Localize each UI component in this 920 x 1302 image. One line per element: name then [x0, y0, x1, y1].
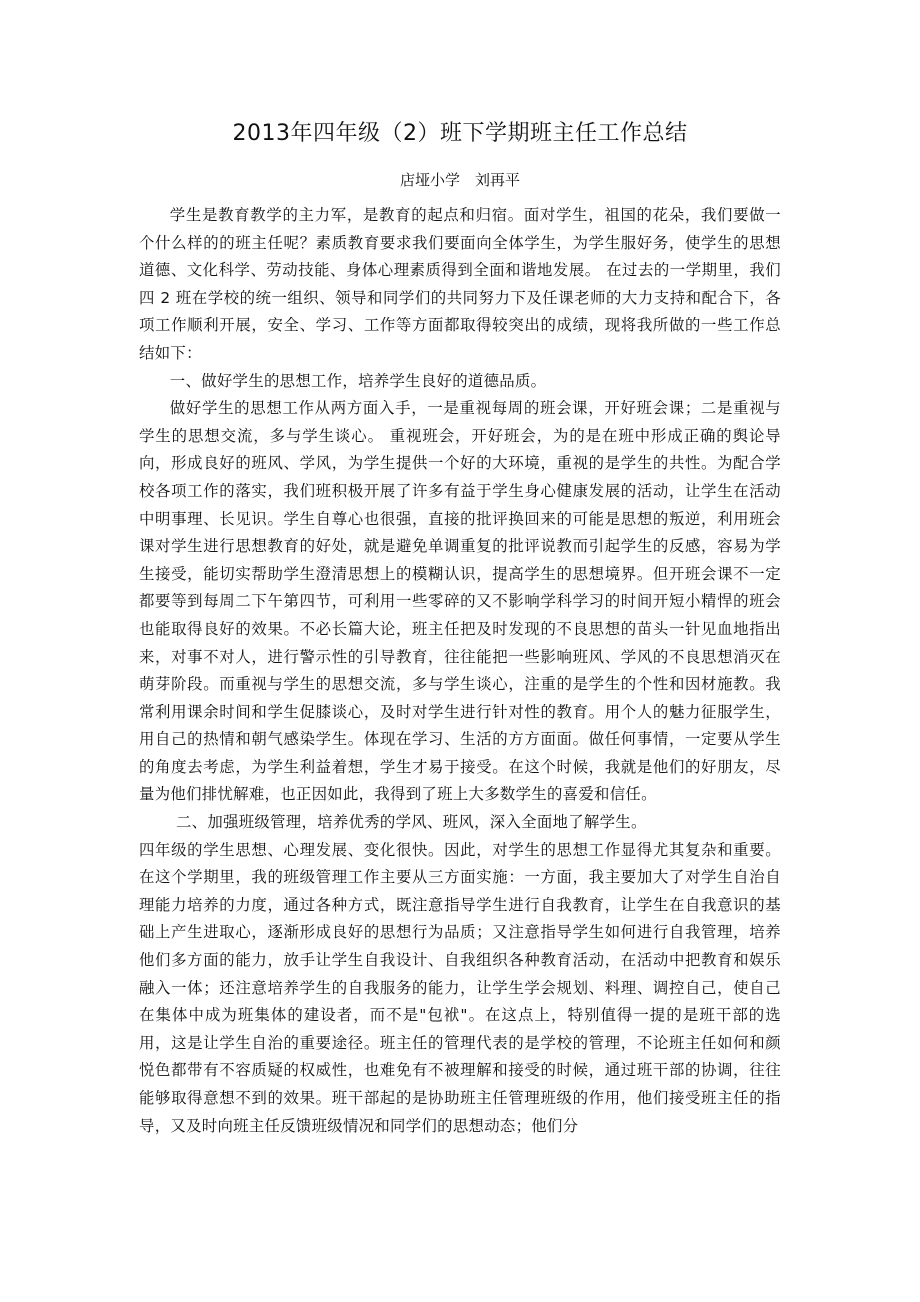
intro-paragraph: 学生是教育教学的主力军，是教育的起点和归宿。面对学生，祖国的花朵，我们要做一个什么样的的班主任呢？素质教育要求我们要面向全体学生，为学生服好务，使学生的思想道德、文化科学、劳动技能、身体心理素质得到全面和谐地发展。 在过去的一学期里，我们四 2 班在学校的统一组织、领导和同学们的共同努力下及任课老师的大力支持和配合下，各项工作顺利开展，安全、学习、工作等方面都取得较突出的成绩，现将我所做的一些工作总结如下：	[139, 206, 781, 362]
section-2-paragraph: 四年级的学生思想、心理发展、变化很快。因此，对学生的思想工作显得尤其复杂和重要。在这个学期里，我的班级管理工作主要从三方面实施：一方面，我主要加大了对学生自治自理能力培养的力度，通过各种方式，既注意指导学生进行自我教育，让学生在自我意识的基础上产生进取心，逐渐形成良好的思想行为品质；又注意指导学生如何进行自我管理，培养他们多方面的能力，放手让学生自我设计、自我组织各种教育活动，在活动中把教育和娱乐融入一体；还注意培养学生的自我服务的能力，让学生学会规划、料理、调控自己，使自己在集体中成为班集体的建设者，而不是"包袱"。在这点上，特别值得一提的是班干部的选用，这是让学生自治的重要途径。班主任的管理代表的是学校的管理，不论班主任如何和颜悦色都带有不容质疑的权威性，也难免有不被理解和接受的时候，通过班干部的协调，往往能够取得意想不到的效果。班干部起的是协助班主任管理班级的作用，他们接受班主任的指导，又及时向班主任反馈班级情况和同学们的思想动态；他们分	[139, 840, 781, 1135]
document-author: 店垭小学 刘再平	[399, 171, 520, 189]
section-heading-1: 一、做好学生的思想工作，培养学生良好的道德品质。	[169, 371, 547, 390]
document-page	[139, 110, 781, 1140]
section-1-paragraph: 做好学生的思想工作从两方面入手，一是重视每周的班会课，开好班会课；二是重视与学生的思想交流，多与学生谈心。 重视班会，开好班会，为的是在班中形成正确的舆论导向，形成良好的班风、学风，为学生提供一个好的大环境，重视的是学生的共性。为配合学校各项工作的落实，我们班积极开展了许多有益于学生身心健康发展的活动，让学生在活动中明事理、长见识。学生自尊心也很强，直接的批评换回来的可能是思想的叛逆，利用班会课对学生进行思想教育的好处，就是避免单调重复的批评说教而引起学生的反感，容易为学生接受，能切实帮助学生澄清思想上的模糊认识，提高学生的思想境界。但开班会课不一定都要等到每周二下午第四节，可利用一些零碎的又不影响学科学习的时间开短小精悍的班会也能取得良好的效果。不必长篇大论，班主任把及时发现的不良思想的苗头一针见血地指出来，对事不对人，进行警示性的引导教育，往往能把一些影响班风、学风的不良思想消灭在萌芽阶段。而重视与学生的思想交流，多与学生谈心，注重的是学生的个性和因材施教。我常利用课余时间和学生促膝谈心，及时对学生进行针对性的教育。用个人的魅力征服学生，用自己的热情和朝气感染学生。体现在学习、生活的方方面面。做任何事情，一定要从学生的角度去考虑，为学生利益着想，学生才易于接受。在这个时候，我就是他们的好朋友，尽量为他们排忧解难，也正因如此，我得到了班上大多数学生的喜爱和信任。	[139, 399, 781, 804]
section-heading-2: 二、加强班级管理，培养优秀的学风、班风，深入全面地了解学生。	[175, 813, 647, 832]
document-title: 2013年四年级（2）班下学期班主任工作总结	[232, 121, 688, 146]
